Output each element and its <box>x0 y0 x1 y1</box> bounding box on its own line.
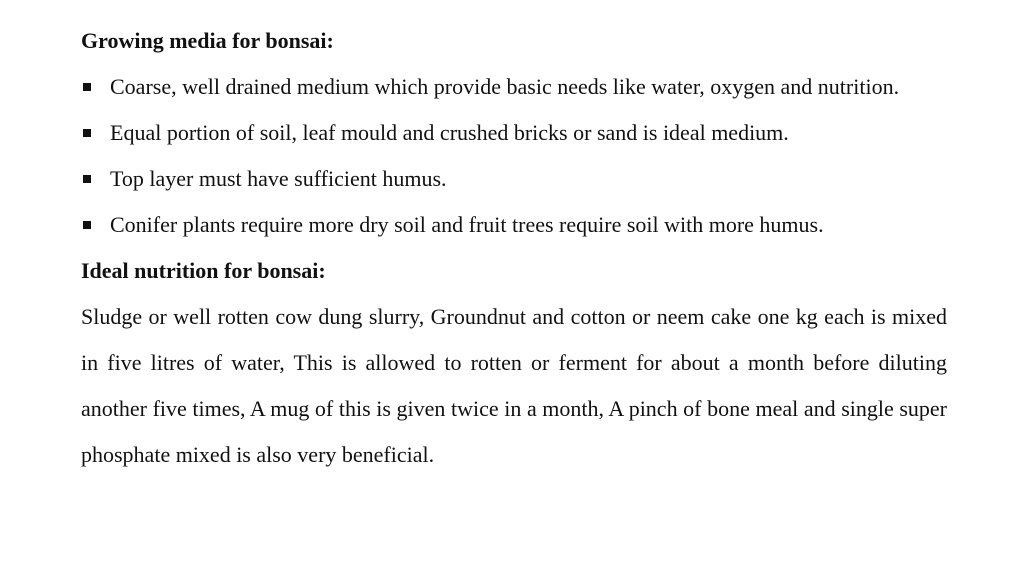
list-item-text: Conifer plants require more dry soil and fruit trees require soil with more humus. <box>110 212 824 237</box>
nutrition-heading: Ideal nutrition for bonsai: <box>81 258 326 283</box>
list-item-text: Top layer must have sufficient humus. <box>110 166 447 191</box>
list-item <box>81 110 947 156</box>
list-item-text: Equal portion of soil, leaf mould and crushed bricks or sand is ideal medium. <box>110 120 789 145</box>
list-item-text: Coarse, well drained medium which provide basic needs like water, oxygen and nutrition. <box>110 74 900 99</box>
square-bullet-icon <box>83 221 91 229</box>
list-item <box>81 202 947 248</box>
growing-media-list <box>81 64 947 248</box>
slide-content <box>81 18 947 478</box>
square-bullet-icon <box>83 129 91 137</box>
list-item <box>81 64 947 110</box>
growing-media-heading: Growing media for bonsai: <box>81 28 334 53</box>
square-bullet-icon <box>83 175 91 183</box>
list-item <box>81 156 947 202</box>
nutrition-paragraph: Sludge or well rotten cow dung slurry, Groundnut and cotton or neem cake one kg each is mixed in five litres of water, This is allowed to rotten or ferment for about a month before diluting another five times, A mug of this is given twice in a month, A pinch of bone meal and single super phosphate mixed is also very beneficial. <box>81 304 947 467</box>
square-bullet-icon <box>83 83 91 91</box>
